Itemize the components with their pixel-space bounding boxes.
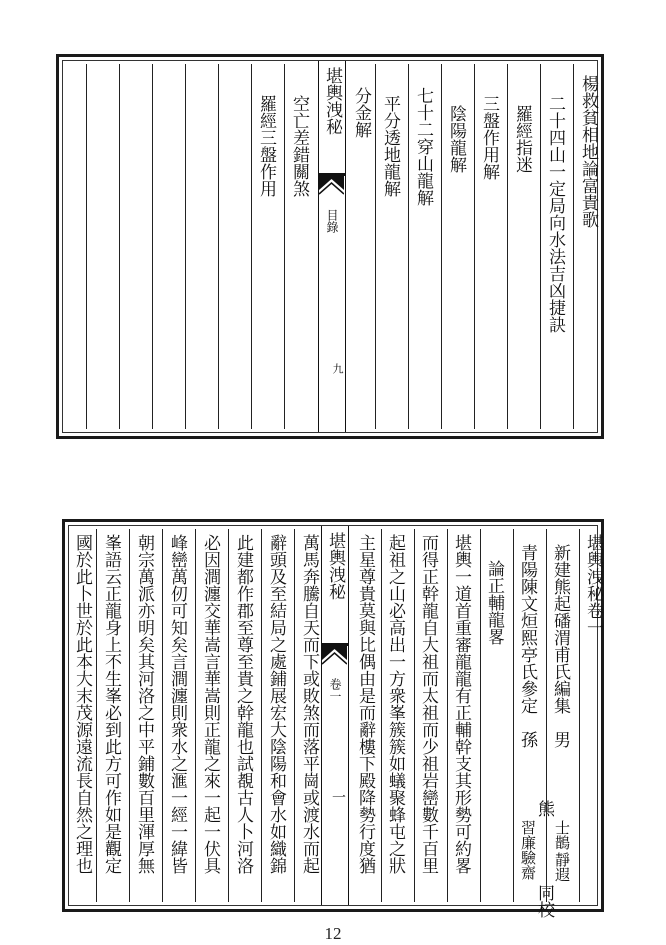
body-text: 朝宗萬派亦明矣其河洛之中平鋪數百里渾厚無	[134, 534, 154, 874]
column-rule	[294, 529, 295, 902]
column-rule	[284, 64, 285, 429]
column-rule	[152, 64, 153, 429]
column-rule	[408, 64, 409, 429]
body-text: 峰巒萬仞可知矣言澗瀍則衆水之滙一經一緯皆	[167, 534, 187, 874]
editor-note: 熊	[534, 800, 554, 817]
column-rule	[441, 64, 442, 429]
column-rule	[185, 64, 186, 429]
section-heading: 論正輔龍畧	[484, 560, 504, 645]
compiler-note: 靜遐	[553, 852, 571, 882]
column-rule	[546, 529, 547, 902]
column-rule	[96, 529, 97, 902]
body-text: 必因澗瀍交華嵩言華嵩則正龍之來一起一伏具	[200, 534, 220, 874]
body-text: 堪輿一道首重審龍龍有正輔幹支其形勢可約畧	[451, 534, 471, 874]
column-rule	[375, 64, 376, 429]
body-text: 國於此卜世於此本大末茂源遠流長自然之理也	[72, 534, 92, 874]
editor-note: 同校	[534, 884, 554, 918]
fishtail-icon	[319, 176, 344, 202]
toc-entry: 陰陽龍解	[446, 105, 466, 173]
compiler-note: 士鵲	[553, 820, 571, 850]
spine-title: 堪輿洩秘	[325, 532, 345, 600]
body-text: 峯語云正龍身上不生峯必到此方可作如是觀定	[101, 534, 121, 874]
column-rule	[513, 529, 514, 902]
page-number: 12	[324, 924, 342, 943]
spine-section: 目錄	[325, 209, 339, 233]
column-rule	[480, 529, 481, 902]
top-page	[56, 54, 604, 439]
toc-entry: 楊救貧相地論富貴歌	[578, 75, 598, 228]
column-rule	[381, 529, 382, 902]
body-text: 此建都作郡至尊至貴之幹龍也試覩古人卜河洛	[233, 534, 253, 874]
toc-entry: 二十四山一定局向水法吉凶捷訣	[545, 95, 565, 333]
toc-entry: 分金解	[351, 87, 371, 138]
center-spine	[318, 61, 346, 432]
spine-section: 卷一	[328, 678, 342, 702]
column-rule	[507, 64, 508, 429]
column-rule	[474, 64, 475, 429]
column-rule	[447, 529, 448, 902]
toc-entry: 三盤作用解	[479, 95, 499, 180]
body-text: 主星尊貴莫與比偶由是而辭樓下殿降勢行度猶	[355, 534, 375, 874]
volume-heading: 堪輿洩秘卷一	[583, 534, 603, 636]
column-rule	[129, 529, 130, 902]
compiler-line: 新建熊起磻渭甫氏編集 男	[550, 544, 570, 748]
column-rule	[573, 64, 574, 429]
toc-entry: 空亡差錯關煞	[289, 95, 309, 197]
bottom-page	[62, 519, 604, 918]
column-rule	[195, 529, 196, 902]
body-text: 起祖之山必高出一方衆峯簇簇如蟻聚蜂屯之狀	[385, 534, 405, 874]
center-spine	[321, 526, 349, 905]
toc-entry: 平分透地龍解	[380, 95, 400, 197]
toc-entry: 七十二穿山龍解	[413, 87, 433, 206]
editor-line: 青陽陳文烜熙亭氏參定 孫	[517, 544, 537, 748]
column-rule	[251, 64, 252, 429]
editor-note: 習廉驗齋	[519, 820, 537, 880]
spine-folio: 一	[330, 790, 346, 804]
column-rule	[228, 529, 229, 902]
spine-title: 堪輿洩秘	[322, 67, 342, 135]
column-rule	[540, 64, 541, 429]
toc-entry: 羅經指迷	[512, 105, 532, 173]
toc-entry: 羅經三盤作用	[256, 95, 276, 197]
fishtail-ornament	[319, 176, 345, 202]
column-rule	[261, 529, 262, 902]
body-text: 辭頭及至結局之處鋪展宏大陰陽和會水如織錦	[266, 534, 286, 874]
body-text: 萬馬奔騰自天而下或敗煞而落平崗或渡水而起	[299, 534, 319, 874]
column-rule	[414, 529, 415, 902]
column-rule	[119, 64, 120, 429]
column-rule	[579, 529, 580, 902]
fishtail-ornament	[322, 646, 348, 672]
body-text: 而得正幹龍自大祖而太祖而少祖岩巒數千百里	[418, 534, 438, 874]
column-rule	[218, 64, 219, 429]
fishtail-icon	[322, 646, 347, 672]
column-rule	[86, 64, 87, 429]
column-rule	[162, 529, 163, 902]
spine-folio: 九	[331, 363, 344, 374]
